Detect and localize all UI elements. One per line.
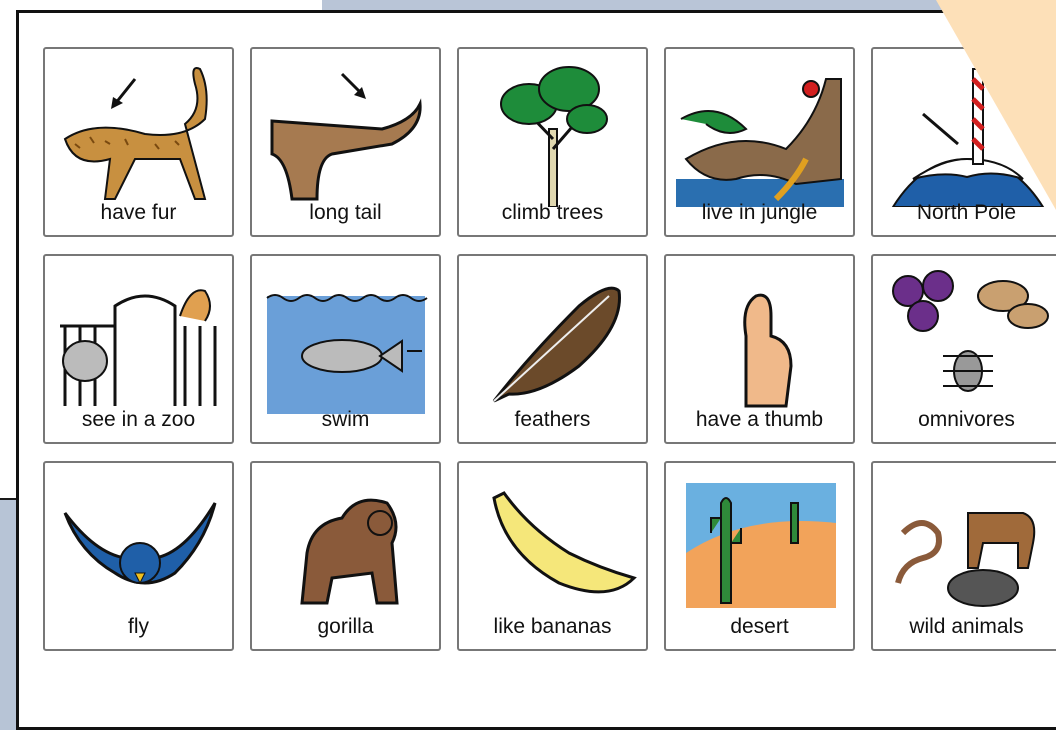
card-long-tail[interactable]: [250, 47, 441, 237]
tail-icon: [262, 59, 430, 207]
card-label: long tail: [309, 201, 382, 224]
jungle-icon: [676, 59, 844, 207]
left-panel: [0, 12, 16, 502]
omnivore-icon: [883, 266, 1051, 414]
card-like-bananas[interactable]: [457, 461, 648, 651]
feather-icon: [469, 266, 637, 414]
card-live-in-jungle[interactable]: [664, 47, 855, 237]
card-see-in-a-zoo[interactable]: [43, 254, 234, 444]
card-label: have a thumb: [695, 408, 824, 431]
card-have-fur[interactable]: [43, 47, 234, 237]
bird-icon: [55, 473, 223, 621]
fur-animal-icon: [55, 59, 223, 207]
thumb-icon: [676, 266, 844, 414]
banana-icon: [469, 473, 637, 621]
card-wild-animals[interactable]: [871, 461, 1056, 651]
card-label: omnivores: [918, 408, 1015, 431]
card-label: like bananas: [493, 615, 612, 638]
card-climb-trees[interactable]: [457, 47, 648, 237]
card-label: North Pole: [916, 201, 1017, 224]
gorilla-icon: [262, 473, 430, 621]
desert-icon: [676, 473, 844, 621]
wild-animals-icon: [883, 473, 1051, 621]
fish-icon: [262, 266, 430, 414]
zoo-icon: [55, 266, 223, 414]
card-label: see in a zoo: [81, 408, 196, 431]
card-label: swim: [321, 408, 370, 431]
card-label: gorilla: [317, 615, 374, 638]
card-swim[interactable]: [250, 254, 441, 444]
page-curl-decoration: [936, 0, 1056, 210]
card-gorilla[interactable]: [250, 461, 441, 651]
communication-board: [16, 10, 1056, 730]
left-lower-panel: [0, 500, 16, 705]
card-label: feathers: [514, 408, 591, 431]
card-desert[interactable]: [664, 461, 855, 651]
card-omnivores[interactable]: [871, 254, 1056, 444]
card-label: have fur: [100, 201, 177, 224]
card-label: desert: [730, 615, 789, 638]
card-label: climb trees: [501, 201, 604, 224]
card-label: wild animals: [909, 615, 1024, 638]
tree-icon: [469, 59, 637, 207]
card-label: fly: [128, 615, 149, 638]
card-have-a-thumb[interactable]: [664, 254, 855, 444]
card-fly[interactable]: [43, 461, 234, 651]
card-feathers[interactable]: [457, 254, 648, 444]
card-label: live in jungle: [701, 201, 818, 224]
